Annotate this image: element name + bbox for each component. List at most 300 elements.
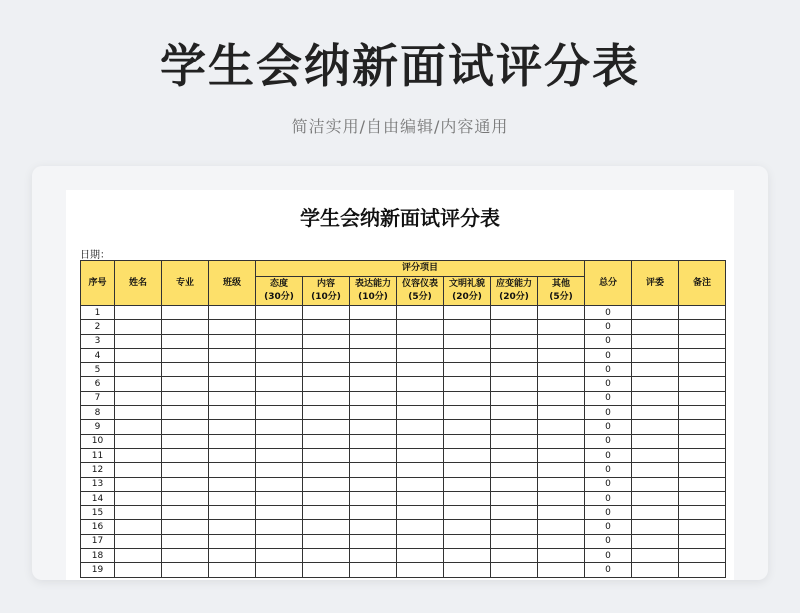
table-cell[interactable] [397, 306, 444, 320]
table-cell[interactable] [350, 391, 397, 405]
table-cell[interactable] [397, 334, 444, 348]
table-cell[interactable] [209, 477, 256, 491]
table-cell[interactable] [115, 320, 162, 334]
row-index-cell[interactable]: 12 [81, 463, 115, 477]
row-index-cell[interactable]: 17 [81, 534, 115, 548]
table-cell[interactable] [162, 377, 209, 391]
table-cell[interactable] [256, 334, 303, 348]
table-cell[interactable] [632, 306, 679, 320]
table-cell[interactable] [256, 377, 303, 391]
table-cell[interactable] [209, 448, 256, 462]
table-cell[interactable] [397, 320, 444, 334]
table-cell[interactable] [115, 391, 162, 405]
table-row [81, 320, 726, 334]
table-cell[interactable] [397, 448, 444, 462]
table-cell[interactable] [350, 549, 397, 563]
score-item-points: (5分) [408, 292, 432, 302]
table-cell[interactable] [350, 406, 397, 420]
table-cell[interactable] [115, 448, 162, 462]
table-cell[interactable] [209, 306, 256, 320]
table-cell[interactable] [397, 491, 444, 505]
table-cell[interactable] [491, 334, 538, 348]
row-index-cell[interactable]: 8 [81, 406, 115, 420]
table-cell[interactable] [397, 391, 444, 405]
table-row [81, 477, 726, 491]
table-cell[interactable] [209, 334, 256, 348]
table-cell[interactable] [444, 334, 491, 348]
table-cell[interactable] [303, 477, 350, 491]
table-cell[interactable] [162, 520, 209, 534]
table-cell[interactable] [538, 549, 585, 563]
table-cell[interactable] [444, 491, 491, 505]
row-total-cell[interactable]: 0 [585, 391, 632, 405]
table-cell[interactable] [115, 334, 162, 348]
table-cell[interactable] [162, 534, 209, 548]
table-cell[interactable] [632, 434, 679, 448]
score-item-points: (5分) [549, 292, 573, 302]
table-cell[interactable] [632, 477, 679, 491]
table-cell[interactable] [444, 377, 491, 391]
table-cell[interactable] [538, 320, 585, 334]
table-cell[interactable] [444, 306, 491, 320]
score-item-name: 态度 [269, 279, 288, 289]
row-index-cell[interactable]: 19 [81, 563, 115, 577]
table-cell[interactable] [538, 334, 585, 348]
table-cell[interactable] [209, 520, 256, 534]
table-cell[interactable] [115, 306, 162, 320]
table-cell[interactable] [538, 363, 585, 377]
table-cell[interactable] [115, 491, 162, 505]
table-cell[interactable] [162, 334, 209, 348]
row-total-cell[interactable]: 0 [585, 491, 632, 505]
table-cell[interactable] [350, 348, 397, 362]
row-index-cell[interactable]: 11 [81, 448, 115, 462]
row-index-cell[interactable]: 13 [81, 477, 115, 491]
table-cell[interactable] [209, 406, 256, 420]
table-cell[interactable] [538, 563, 585, 577]
table-cell[interactable] [397, 549, 444, 563]
table-cell[interactable] [538, 534, 585, 548]
row-total-cell[interactable]: 0 [585, 463, 632, 477]
table-cell[interactable] [679, 363, 726, 377]
table-cell[interactable] [491, 363, 538, 377]
row-total-cell[interactable]: 0 [585, 563, 632, 577]
score-item-name: 内容 [316, 279, 335, 289]
table-cell[interactable] [303, 463, 350, 477]
table-cell[interactable] [679, 334, 726, 348]
table-cell[interactable] [397, 434, 444, 448]
table-cell[interactable] [397, 420, 444, 434]
table-cell[interactable] [303, 377, 350, 391]
table-cell[interactable] [397, 563, 444, 577]
table-cell[interactable] [397, 463, 444, 477]
score-item-name: 其他 [551, 279, 570, 289]
table-cell[interactable] [162, 434, 209, 448]
row-index-cell[interactable]: 1 [81, 306, 115, 320]
row-index-cell[interactable]: 18 [81, 549, 115, 563]
table-cell[interactable] [491, 477, 538, 491]
table-row [81, 377, 726, 391]
table-cell[interactable] [491, 549, 538, 563]
table-cell[interactable] [115, 406, 162, 420]
row-total-cell[interactable]: 0 [585, 406, 632, 420]
table-cell[interactable] [256, 434, 303, 448]
row-total-cell[interactable]: 0 [585, 306, 632, 320]
table-cell[interactable] [162, 306, 209, 320]
table-cell[interactable] [679, 406, 726, 420]
score-item-name: 文明礼貌 [448, 279, 485, 289]
table-cell[interactable] [209, 491, 256, 505]
table-cell[interactable] [444, 420, 491, 434]
row-index-cell[interactable]: 7 [81, 391, 115, 405]
table-cell[interactable] [209, 434, 256, 448]
table-body [81, 306, 726, 578]
table-cell[interactable] [350, 363, 397, 377]
table-cell[interactable] [350, 506, 397, 520]
table-cell[interactable] [350, 448, 397, 462]
table-cell[interactable] [538, 491, 585, 505]
table-cell[interactable] [491, 348, 538, 362]
table-cell[interactable] [679, 520, 726, 534]
table-cell[interactable] [256, 534, 303, 548]
table-cell[interactable] [397, 506, 444, 520]
table-cell[interactable] [632, 520, 679, 534]
header-score-item [444, 277, 491, 306]
table-cell[interactable] [632, 534, 679, 548]
table-cell[interactable] [303, 348, 350, 362]
table-cell[interactable] [538, 434, 585, 448]
table-cell[interactable] [632, 491, 679, 505]
table-cell[interactable] [350, 477, 397, 491]
table-cell[interactable] [538, 306, 585, 320]
table-cell[interactable] [115, 563, 162, 577]
table-cell[interactable] [303, 434, 350, 448]
spreadsheet [66, 190, 734, 580]
table-cell[interactable] [632, 320, 679, 334]
table-cell[interactable] [303, 406, 350, 420]
table-cell[interactable] [632, 463, 679, 477]
table-cell[interactable] [256, 363, 303, 377]
table-cell[interactable] [350, 306, 397, 320]
row-total-cell[interactable]: 0 [585, 334, 632, 348]
table-cell[interactable] [303, 506, 350, 520]
table-cell[interactable] [491, 534, 538, 548]
table-cell[interactable] [256, 549, 303, 563]
table-cell[interactable] [679, 506, 726, 520]
score-item-name: 表达能力 [354, 279, 391, 289]
table-cell[interactable] [444, 463, 491, 477]
table-cell[interactable] [632, 391, 679, 405]
table-cell[interactable] [209, 563, 256, 577]
table-cell[interactable] [632, 563, 679, 577]
row-total-cell[interactable]: 0 [585, 477, 632, 491]
table-cell[interactable] [256, 563, 303, 577]
table-cell[interactable] [444, 348, 491, 362]
table-cell[interactable] [679, 463, 726, 477]
table-cell[interactable] [679, 549, 726, 563]
table-cell[interactable] [303, 306, 350, 320]
table-cell[interactable] [679, 477, 726, 491]
table-cell[interactable] [256, 391, 303, 405]
table-cell[interactable] [162, 406, 209, 420]
table-row [81, 506, 726, 520]
table-cell[interactable] [538, 506, 585, 520]
table-cell[interactable] [303, 391, 350, 405]
row-total-cell[interactable]: 0 [585, 506, 632, 520]
table-row [81, 306, 726, 320]
table-cell[interactable] [209, 534, 256, 548]
table-cell[interactable] [679, 306, 726, 320]
table-cell[interactable] [162, 491, 209, 505]
table-cell[interactable] [350, 377, 397, 391]
table-cell[interactable] [303, 534, 350, 548]
table-cell[interactable] [444, 506, 491, 520]
table-cell[interactable] [209, 377, 256, 391]
row-total-cell[interactable]: 0 [585, 434, 632, 448]
table-cell[interactable] [632, 377, 679, 391]
row-index-cell[interactable]: 9 [81, 420, 115, 434]
table-cell[interactable] [350, 534, 397, 548]
row-total-cell[interactable]: 0 [585, 348, 632, 362]
table-cell[interactable] [397, 348, 444, 362]
table-cell[interactable] [162, 563, 209, 577]
table-cell[interactable] [115, 420, 162, 434]
score-item-points: (30分) [264, 292, 294, 302]
table-cell[interactable] [303, 363, 350, 377]
header-judge: 评委 [632, 261, 679, 306]
row-index-cell[interactable]: 2 [81, 320, 115, 334]
table-cell[interactable] [350, 520, 397, 534]
table-cell[interactable] [303, 491, 350, 505]
table-cell[interactable] [303, 520, 350, 534]
table-cell[interactable] [444, 549, 491, 563]
table-cell[interactable] [491, 520, 538, 534]
table-cell[interactable] [162, 348, 209, 362]
table-cell[interactable] [491, 320, 538, 334]
table-cell[interactable] [632, 406, 679, 420]
table-cell[interactable] [209, 348, 256, 362]
table-cell[interactable] [491, 491, 538, 505]
table-cell[interactable] [491, 506, 538, 520]
table-cell[interactable] [162, 320, 209, 334]
table-cell[interactable] [115, 463, 162, 477]
table-cell[interactable] [397, 477, 444, 491]
table-cell[interactable] [632, 420, 679, 434]
row-total-cell[interactable]: 0 [585, 520, 632, 534]
table-cell[interactable] [632, 334, 679, 348]
header-score-item [397, 277, 444, 306]
table-cell[interactable] [538, 520, 585, 534]
table-cell[interactable] [256, 406, 303, 420]
table-cell[interactable] [350, 320, 397, 334]
table-cell[interactable] [397, 534, 444, 548]
header-major: 专业 [162, 261, 209, 306]
table-cell[interactable] [256, 320, 303, 334]
table-cell[interactable] [444, 520, 491, 534]
table-cell[interactable] [303, 334, 350, 348]
table-cell[interactable] [491, 377, 538, 391]
table-cell[interactable] [632, 506, 679, 520]
row-total-cell[interactable]: 0 [585, 448, 632, 462]
table-cell[interactable] [679, 348, 726, 362]
table-cell[interactable] [538, 477, 585, 491]
header-score-item [491, 277, 538, 306]
table-cell[interactable] [350, 334, 397, 348]
table-cell[interactable] [350, 420, 397, 434]
table-cell[interactable] [538, 420, 585, 434]
table-cell[interactable] [209, 463, 256, 477]
table-cell[interactable] [679, 448, 726, 462]
table-cell[interactable] [162, 420, 209, 434]
table-cell[interactable] [538, 448, 585, 462]
table-cell[interactable] [491, 306, 538, 320]
sheet-title: 学生会纳新面试评分表 [300, 206, 500, 230]
table-cell[interactable] [350, 463, 397, 477]
row-total-cell[interactable]: 0 [585, 320, 632, 334]
table-cell[interactable] [115, 549, 162, 563]
table-cell[interactable] [632, 348, 679, 362]
table-cell[interactable] [444, 320, 491, 334]
row-total-cell[interactable]: 0 [585, 363, 632, 377]
table-cell[interactable] [444, 477, 491, 491]
table-row [81, 463, 726, 477]
table-cell[interactable] [162, 391, 209, 405]
table-cell[interactable] [162, 448, 209, 462]
table-row [81, 420, 726, 434]
table-cell[interactable] [209, 320, 256, 334]
table-cell[interactable] [444, 434, 491, 448]
table-cell[interactable] [303, 420, 350, 434]
row-index-cell[interactable]: 4 [81, 348, 115, 362]
table-cell[interactable] [444, 563, 491, 577]
table-cell[interactable] [491, 463, 538, 477]
table-cell[interactable] [209, 506, 256, 520]
table-cell[interactable] [538, 348, 585, 362]
table-cell[interactable] [256, 520, 303, 534]
table-cell[interactable] [209, 363, 256, 377]
table-cell[interactable] [209, 549, 256, 563]
table-cell[interactable] [256, 477, 303, 491]
table-cell[interactable] [350, 491, 397, 505]
row-index-cell[interactable]: 5 [81, 363, 115, 377]
table-cell[interactable] [350, 563, 397, 577]
table-cell[interactable] [162, 506, 209, 520]
table-cell[interactable] [538, 406, 585, 420]
table-cell[interactable] [162, 363, 209, 377]
table-cell[interactable] [679, 434, 726, 448]
table-cell[interactable] [679, 563, 726, 577]
row-index-cell[interactable]: 15 [81, 506, 115, 520]
table-cell[interactable] [632, 448, 679, 462]
table-row [81, 491, 726, 505]
table-cell[interactable] [115, 348, 162, 362]
table-cell[interactable] [256, 348, 303, 362]
table-cell[interactable] [444, 391, 491, 405]
table-cell[interactable] [303, 563, 350, 577]
table-cell[interactable] [115, 477, 162, 491]
table-cell[interactable] [632, 363, 679, 377]
header-name: 姓名 [115, 261, 162, 306]
table-cell[interactable] [303, 448, 350, 462]
header-note: 备注 [679, 261, 726, 306]
row-index-cell[interactable]: 10 [81, 434, 115, 448]
table-cell[interactable] [397, 406, 444, 420]
table-cell[interactable] [444, 363, 491, 377]
table-cell[interactable] [350, 434, 397, 448]
table-cell[interactable] [256, 448, 303, 462]
table-cell[interactable] [679, 377, 726, 391]
table-row [81, 334, 726, 348]
table-cell[interactable] [679, 491, 726, 505]
table-cell[interactable] [491, 563, 538, 577]
table-cell[interactable] [162, 549, 209, 563]
table-cell[interactable] [397, 377, 444, 391]
row-index-cell[interactable]: 16 [81, 520, 115, 534]
table-cell[interactable] [491, 406, 538, 420]
table-cell[interactable] [115, 377, 162, 391]
header-score-item [538, 277, 585, 306]
table-cell[interactable] [444, 534, 491, 548]
row-index-cell[interactable]: 14 [81, 491, 115, 505]
table-cell[interactable] [303, 549, 350, 563]
table-cell[interactable] [491, 391, 538, 405]
table-cell[interactable] [115, 520, 162, 534]
table-cell[interactable] [115, 363, 162, 377]
table-cell[interactable] [256, 463, 303, 477]
table-cell[interactable] [209, 391, 256, 405]
table-cell[interactable] [397, 363, 444, 377]
row-index-cell[interactable]: 3 [81, 334, 115, 348]
table-cell[interactable] [162, 463, 209, 477]
table-row [81, 348, 726, 362]
table-cell[interactable] [115, 506, 162, 520]
table-cell[interactable] [632, 549, 679, 563]
table-cell[interactable] [538, 391, 585, 405]
table-row [81, 534, 726, 548]
table-cell[interactable] [397, 520, 444, 534]
table-cell[interactable] [256, 420, 303, 434]
page-subtitle: 简洁实用/自由编辑/内容通用 [291, 117, 509, 136]
header-score-item [303, 277, 350, 306]
table-cell[interactable] [538, 377, 585, 391]
table-cell[interactable] [538, 463, 585, 477]
table-cell[interactable] [491, 434, 538, 448]
row-total-cell[interactable]: 0 [585, 377, 632, 391]
table-cell[interactable] [115, 434, 162, 448]
preview-card [32, 166, 768, 580]
row-index-cell[interactable]: 6 [81, 377, 115, 391]
row-total-cell[interactable]: 0 [585, 549, 632, 563]
table-cell[interactable] [679, 320, 726, 334]
table-cell[interactable] [209, 420, 256, 434]
table-cell[interactable] [491, 448, 538, 462]
table-cell[interactable] [256, 506, 303, 520]
table-cell[interactable] [162, 477, 209, 491]
table-cell[interactable] [256, 306, 303, 320]
table-cell[interactable] [303, 320, 350, 334]
table-cell[interactable] [679, 534, 726, 548]
table-cell[interactable] [444, 406, 491, 420]
table-cell[interactable] [115, 534, 162, 548]
row-total-cell[interactable]: 0 [585, 420, 632, 434]
table-cell[interactable] [444, 448, 491, 462]
table-cell[interactable] [679, 420, 726, 434]
table-cell[interactable] [491, 420, 538, 434]
row-total-cell[interactable]: 0 [585, 534, 632, 548]
table-cell[interactable] [256, 491, 303, 505]
page-title: 学生会纳新面试评分表 [160, 39, 640, 93]
table-cell[interactable] [679, 391, 726, 405]
